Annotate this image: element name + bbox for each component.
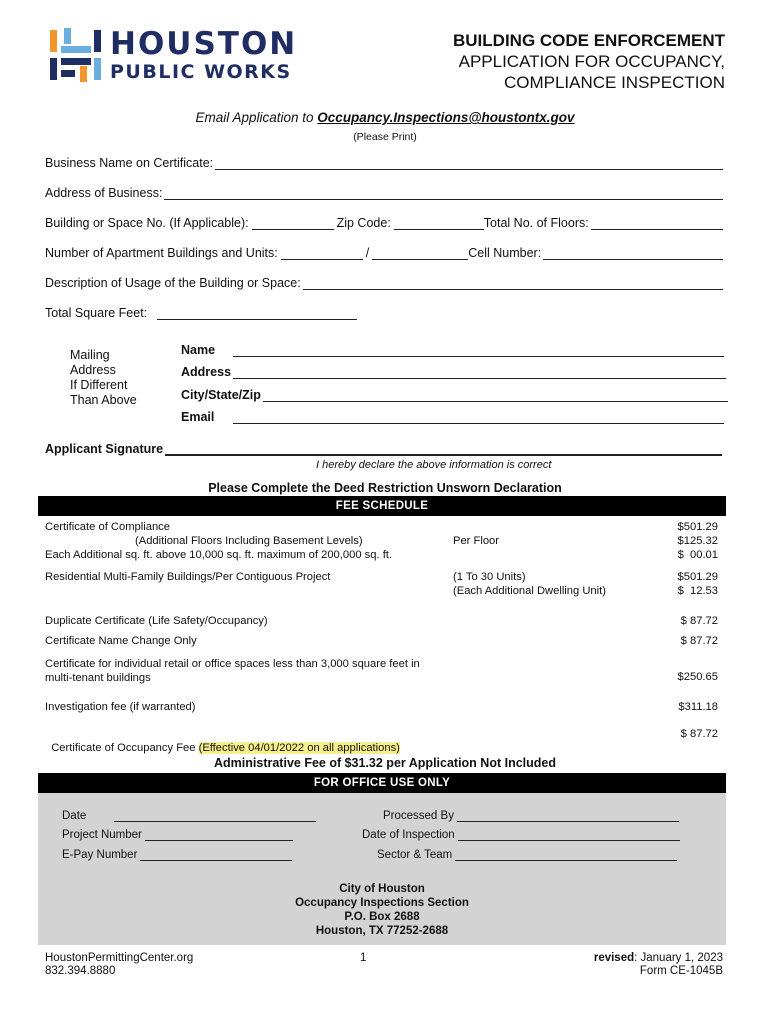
mailing-label-line: Than Above — [70, 393, 137, 407]
description-label: Description of Usage of the Building or Space: — [45, 276, 301, 290]
retail-line-2: multi-tenant buildings — [45, 672, 151, 684]
occupancy-amount: $ 87.72 — [680, 728, 718, 740]
houston-logo-icon — [50, 28, 102, 82]
zip-input[interactable] — [394, 219, 484, 230]
office-sector-field[interactable] — [377, 849, 677, 861]
address-line: City of Houston — [339, 883, 425, 895]
address-label: Address of Business: — [45, 186, 163, 200]
retail-label — [45, 657, 420, 685]
form-number: Form CE-1045B — [639, 965, 723, 977]
compliance-line-3: Each Additional sq. ft. above 10,000 sq. ft. maximum of 200,000 sq. ft. — [45, 549, 393, 561]
office-date-field[interactable] — [62, 810, 316, 822]
office-date-label: Date — [62, 810, 87, 822]
multifamily-amounts — [678, 570, 718, 598]
slash: / — [365, 246, 370, 260]
business-name-field[interactable] — [45, 156, 723, 170]
mailing-name-label: Name — [181, 343, 216, 357]
deed-notice: Please Complete the Deed Restriction Unsworn Declaration — [208, 481, 562, 495]
office-sector-label: Sector & Team — [377, 849, 453, 861]
office-processed-field[interactable] — [383, 810, 679, 822]
mailing-email-label: Email — [181, 410, 215, 424]
office-epay-label: E-Pay Number — [62, 849, 138, 861]
duplicate-amount: $ 87.72 — [680, 615, 718, 627]
declaration-text: I hereby declare the above information is correct — [316, 459, 552, 471]
investigation-label: Investigation fee (if warranted) — [45, 701, 196, 713]
floors-label: Total No. of Floors: — [483, 216, 589, 230]
compliance-label — [45, 520, 392, 562]
footer-contact — [45, 952, 193, 978]
retail-line-1: Certificate for individual retail or office spaces less than 3,000 square feet in — [45, 658, 420, 670]
multifamily-unit-1: (1 To 30 Units) — [453, 571, 526, 583]
fee-amount: $501.29 — [677, 571, 718, 583]
form-title — [453, 30, 725, 93]
title-line-1: BUILDING CODE ENFORCEMENT — [453, 31, 725, 50]
signature-label: Applicant Signature — [45, 442, 164, 456]
fee-amount: $ 12.53 — [677, 585, 718, 597]
investigation-amount: $311.18 — [678, 701, 718, 713]
apartments-label: Number of Apartment Buildings and Units: — [45, 246, 278, 260]
email-link[interactable]: Occupancy.Inspections@houstontx.gov — [317, 110, 575, 125]
signature-field[interactable] — [45, 442, 722, 456]
apartment-units-input[interactable] — [372, 249, 468, 260]
building-no-input[interactable] — [252, 219, 334, 230]
mailing-address-field[interactable] — [181, 365, 726, 379]
building-zip-floors-row — [45, 216, 723, 230]
mailing-address-label: Address — [181, 365, 232, 379]
office-epay-field[interactable] — [62, 849, 292, 861]
office-processed-label: Processed By — [383, 810, 454, 822]
occupancy-effective-note: (Effective 04/01/2022 on all applications) — [198, 742, 400, 754]
please-print: (Please Print) — [353, 131, 417, 143]
footer-phone: 832.394.8880 — [45, 965, 116, 977]
footer-revision — [594, 952, 723, 978]
square-feet-label: Total Square Feet: — [45, 306, 148, 320]
retail-amount: $250.65 — [677, 671, 718, 683]
apartment-buildings-input[interactable] — [281, 249, 363, 260]
square-feet-field[interactable] — [45, 306, 360, 320]
occupancy-label-text: Certificate of Occupancy Fee — [51, 742, 199, 754]
office-project-field[interactable] — [62, 829, 293, 841]
fee-schedule-header: FEE SCHEDULE — [38, 496, 726, 516]
title-line-2: APPLICATION FOR OCCUPANCY, — [458, 52, 725, 71]
mailing-name-field[interactable] — [181, 343, 724, 357]
office-project-label: Project Number — [62, 829, 142, 841]
name-change-label: Certificate Name Change Only — [45, 635, 197, 647]
address-line: P.O. Box 2688 — [344, 911, 420, 923]
footer-website[interactable]: HoustonPermittingCenter.org — [45, 952, 194, 964]
zip-label: Zip Code: — [336, 216, 391, 230]
mailing-label-line: Mailing — [70, 348, 110, 362]
fee-amount: $501.29 — [677, 521, 718, 533]
mailing-label-line: If Different — [70, 378, 128, 392]
compliance-line-2: (Additional Floors Including Basement Levels) — [135, 535, 363, 547]
duplicate-label: Duplicate Certificate (Life Safety/Occupancy) — [45, 615, 268, 627]
mailing-label — [70, 348, 137, 408]
compliance-amounts — [678, 520, 718, 562]
mailing-label-line: Address — [70, 363, 116, 377]
admin-fee-notice: Administrative Fee of $31.32 per Application Not Included — [214, 756, 556, 770]
page-number: 1 — [360, 952, 367, 964]
compliance-line-1: Certificate of Compliance — [45, 521, 170, 533]
cell-label: Cell Number: — [468, 246, 542, 260]
multifamily-unit — [453, 570, 606, 598]
office-inspection-date-field[interactable] — [362, 829, 680, 841]
revised-label: revised — [593, 952, 635, 964]
business-name-label: Business Name on Certificate: — [45, 156, 214, 170]
apartments-cell-row — [45, 246, 723, 260]
compliance-unit: Per Floor — [453, 535, 500, 547]
email-instruction — [0, 110, 770, 125]
floors-input[interactable] — [591, 219, 723, 230]
office-use-header: FOR OFFICE USE ONLY — [38, 773, 726, 794]
fee-amount: $125.32 — [677, 535, 718, 547]
building-no-label: Building or Space No. (If Applicable): — [45, 216, 249, 230]
mailing-city-label: City/State/Zip — [181, 388, 261, 402]
address-line: Occupancy Inspections Section — [295, 897, 469, 909]
email-prefix: Email Application to — [195, 110, 318, 125]
multifamily-unit-2: (Each Additional Dwelling Unit) — [453, 585, 606, 597]
occupancy-label — [45, 727, 400, 755]
name-change-amount: $ 87.72 — [680, 635, 718, 647]
multifamily-label: Residential Multi-Family Buildings/Per Contiguous Project — [45, 571, 331, 583]
mailing-email-field[interactable] — [181, 410, 724, 424]
office-mailing-address — [38, 882, 726, 938]
address-line: Houston, TX 77252-2688 — [315, 925, 449, 937]
revised-date: : January 1, 2023 — [634, 952, 723, 964]
office-inspection-label: Date of Inspection — [362, 829, 455, 841]
logo-title: HOUSTON — [110, 26, 298, 62]
cell-input[interactable] — [543, 249, 723, 260]
mailing-city-field[interactable] — [181, 388, 728, 402]
title-line-3: COMPLIANCE INSPECTION — [503, 73, 725, 92]
description-field[interactable] — [45, 276, 723, 290]
address-field[interactable] — [45, 186, 723, 200]
logo-subtitle: PUBLIC WORKS — [110, 61, 292, 83]
fee-amount: $ 00.01 — [677, 549, 718, 561]
